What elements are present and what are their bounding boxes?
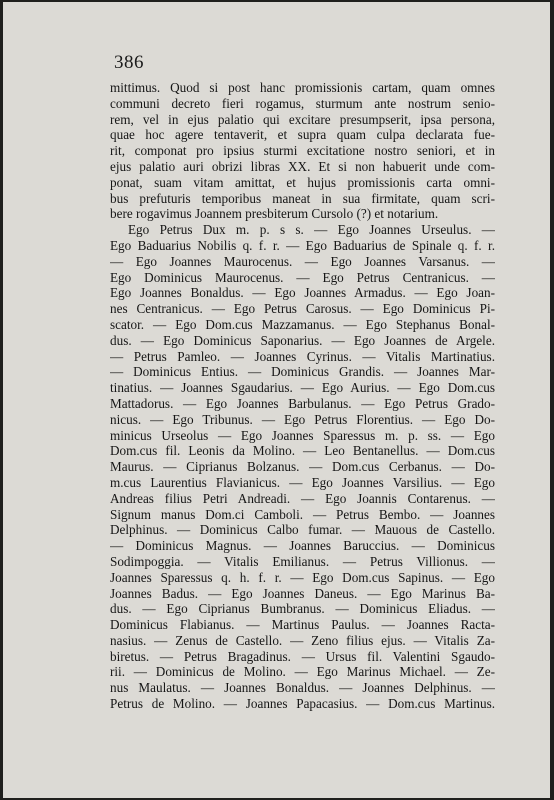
text-line: bere rogavimus Joannem presbiterum Cursolo (?) et notarium. <box>110 206 439 222</box>
text-line: Ego Petrus Dux m. p. s s. — Ego Joannes Urseulus. — <box>128 222 495 238</box>
text-line: Signum manus Dom.ci Camboli. — Petrus Bembo. — Joannes <box>110 506 495 522</box>
text-line: Petrus de Molino. — Joannes Papacasius. — Dom.cus Martinus. <box>110 696 495 712</box>
page-number: 386 <box>114 52 144 73</box>
text-line: scator. — Ego Dom.cus Mazzamanus. — Ego Stephanus Bonal- <box>110 316 495 332</box>
text-line: nicus. — Ego Tribunus. — Ego Petrus Florentius. — Ego Do- <box>110 411 495 427</box>
book-page <box>3 2 550 798</box>
text-line: Ego Baduarius Nobilis q. f. r. — Ego Baduarius de Spinale q. f. r. <box>110 237 495 253</box>
text-line: nasius. — Zenus de Castello. — Zeno filius ejus. — Vitalis Za- <box>110 632 495 648</box>
text-line: Delphinus. — Dominicus Calbo fumar. — Mauous de Castello. <box>110 522 495 538</box>
text-line: Maurus. — Ciprianus Bolzanus. — Dom.cus Cerbanus. — Do- <box>110 459 495 475</box>
text-line: Ego Joannes Bonaldus. — Ego Joannes Armadus. — Ego Joan- <box>110 285 495 301</box>
text-line: communi decreto fieri rogamus, sturmum ante nostrum senio- <box>110 95 495 111</box>
text-line: nus Maulatus. — Joannes Bonaldus. — Joannes Delphinus. — <box>110 680 495 696</box>
text-line: Joannes Badus. — Ego Joannes Daneus. — Ego Marinus Ba- <box>110 585 495 601</box>
text-line: Mattadorus. — Ego Joannes Barbulanus. — Ego Petrus Grado- <box>110 395 495 411</box>
text-line: bus prefuturis temporibus maneat in sua firmitate, quam scri- <box>110 190 495 206</box>
text-line: dus. — Ego Dominicus Saponarius. — Ego Joannes de Argele. <box>110 332 495 348</box>
text-line: Joannes Sparessus q. h. f. r. — Ego Dom.cus Sapinus. — Ego <box>110 569 495 585</box>
text-line: biretus. — Petrus Bragadinus. — Ursus fil. Valentini Sgaudo- <box>110 648 495 664</box>
text-line: — Dominicus Entius. — Dominicus Grandis. — Joannes Mar- <box>110 364 495 380</box>
document-text-body <box>110 80 495 712</box>
text-line: ponat, suam vitam amittat, et hujus promissionis carta omni- <box>110 174 495 190</box>
text-line: rit, componat pro ipsius sturmi excitatione nostro seniori, et in <box>110 143 495 159</box>
text-line: — Petrus Pamleo. — Joannes Cyrinus. — Vitalis Martinatius. <box>110 348 495 364</box>
text-line: — Ego Joannes Maurocenus. — Ego Joannes Varsanus. — <box>110 253 495 269</box>
text-line: — Dominicus Magnus. — Joannes Baruccius. — Dominicus <box>110 538 495 554</box>
text-line: Dom.cus fil. Leonis da Molino. — Leo Bentanellus. — Dom.cus <box>110 443 495 459</box>
text-line: Andreas filius Petri Andreadi. — Ego Joannis Contarenus. — <box>110 490 495 506</box>
text-line: m.cus Laurentius Flavianicus. — Ego Joannes Varsilius. — Ego <box>110 474 495 490</box>
text-line: tinatius. — Joannes Sgaudarius. — Ego Aurius. — Ego Dom.cus <box>110 380 495 396</box>
text-line: dus. — Ego Ciprianus Bumbranus. — Dominicus Eliadus. — <box>110 601 495 617</box>
text-line: Sodimpoggia. — Vitalis Emilianus. — Petrus Villionus. — <box>110 553 495 569</box>
text-line: rem, vel in ejus palatio qui excitare presumpserit, ipsa persona, <box>110 111 495 127</box>
text-line: Dominicus Flabianus. — Martinus Paulus. — Joannes Racta- <box>110 617 495 633</box>
text-line: mittimus. Quod si post hanc promissionis cartam, quam omnes <box>110 80 495 95</box>
text-line: Ego Dominicus Maurocenus. — Ego Petrus Centranicus. — <box>110 269 495 285</box>
text-line: ejus palatio auri obrizi libras XX. Et si non habuerit unde com- <box>110 158 495 174</box>
text-line: minicus Urseolus — Ego Joannes Sparessus m. p. ss. — Ego <box>110 427 495 443</box>
text-line: quae hoc agere tentaverit, et supra quam culpa declarata fue- <box>110 127 495 143</box>
text-line: rii. — Dominicus de Molino. — Ego Marinus Michael. — Ze- <box>110 664 495 680</box>
text-line: nes Centranicus. — Ego Petrus Carosus. — Ego Dominicus Pi- <box>110 301 495 317</box>
